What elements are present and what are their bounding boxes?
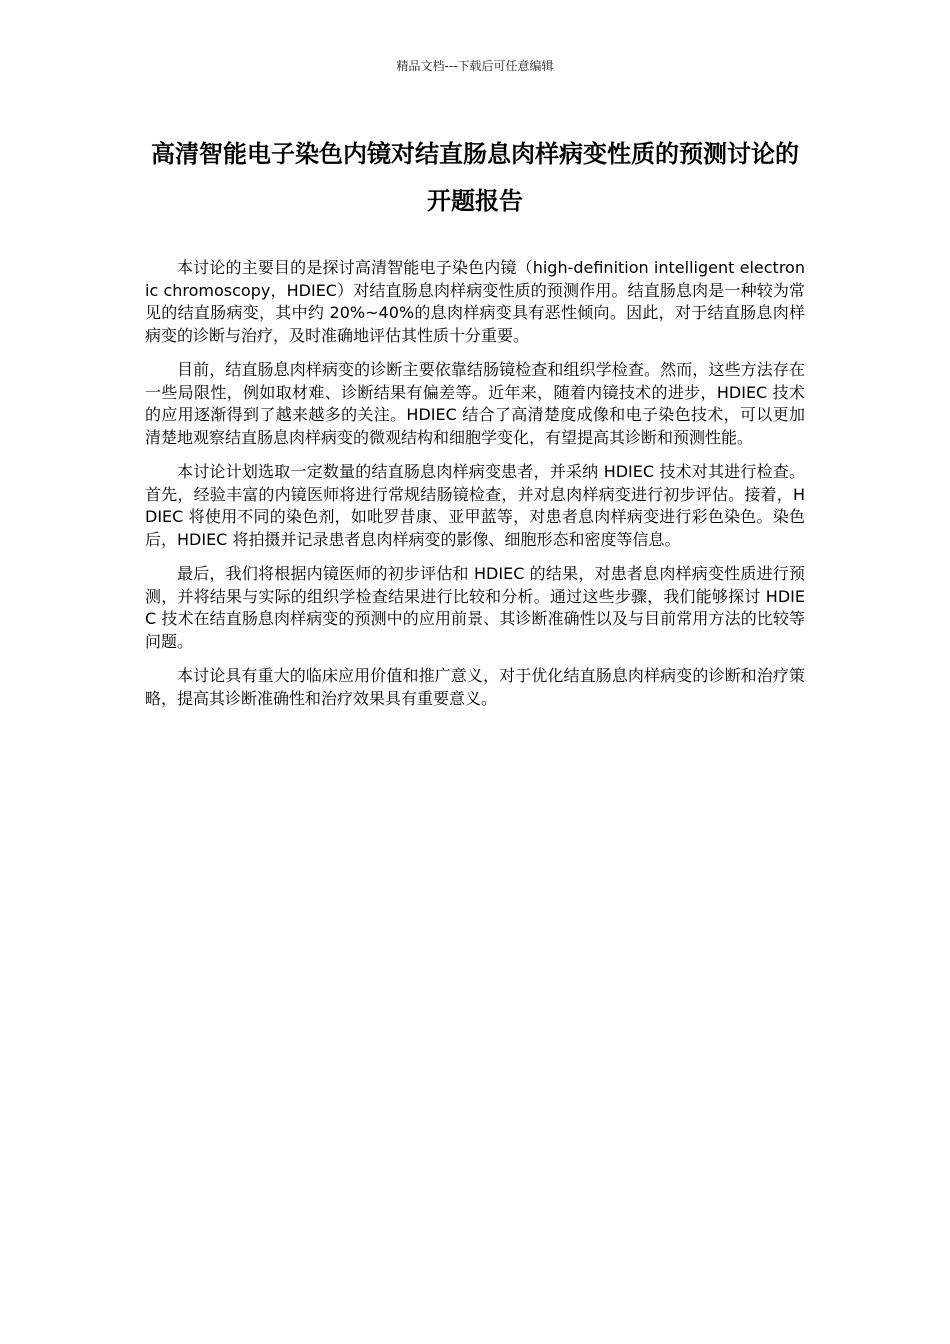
body-paragraph-3: 本讨论计划选取一定数量的结直肠息肉样病变患者，并采纳 HDIEC 技术对其进行检查。首先，经验丰富的内镜医师将进行常规结肠镜检查，并对息肉样病变进行初步评估。接着，HDIEC 将使用不同的染色剂，如吡罗昔康、亚甲蓝等，对患者息肉样病变进行彩色染色。染色后，HDIEC 将拍摄并记录患者息肉样病变的影像、细胞形态和密度等信息。 — [145, 462, 805, 549]
body-paragraph-5: 本讨论具有重大的临床应用价值和推广意义，对于优化结直肠息肉样病变的诊断和治疗策略，提高其诊断准确性和治疗效果具有重要意义。 — [145, 666, 805, 708]
body-paragraph-4: 最后，我们将根据内镜医师的初步评估和 HDIEC 的结果，对患者息肉样病变性质进行预测，并将结果与实际的组织学检查结果进行比较和分析。通过这些步骤，我们能够探讨 HDIEC 技术在结直肠息肉样病变的预测中的应用前景、其诊断准确性以及与目前常用方法的比较等问题。 — [145, 564, 805, 651]
body-paragraph-1: 本讨论的主要目的是探讨高清智能电子染色内镜（high-definition intelligent electronic chromoscopy，HDIEC）对结直肠息肉样病变性质的预测作用。结直肠息肉是一种较为常见的结直肠病变，其中约 20%~40%的息肉样病变具有恶性倾向。因此，对于结直肠息肉样病变的诊断与治疗，及时准确地评估其性质十分重要。 — [145, 258, 805, 345]
header-note: 精品文档---下载后可任意编辑 — [396, 59, 554, 73]
document-title: 高清智能电子染色内镜对结直肠息肉样病变性质的预测讨论的开题报告 — [151, 140, 799, 215]
document-body — [145, 257, 805, 722]
body-paragraph-2: 目前，结直肠息肉样病变的诊断主要依靠结肠镜检查和组织学检查。然而，这些方法存在一些局限性，例如取材难、诊断结果有偏差等。近年来，随着内镜技术的进步，HDIEC 技术的应用逐渐得到了越来越多的关注。HDIEC 结合了高清楚度成像和电子染色技术，可以更加清楚地观察结直肠息肉样病变的微观结构和细胞学变化，有望提高其诊断和预测性能。 — [145, 360, 805, 447]
